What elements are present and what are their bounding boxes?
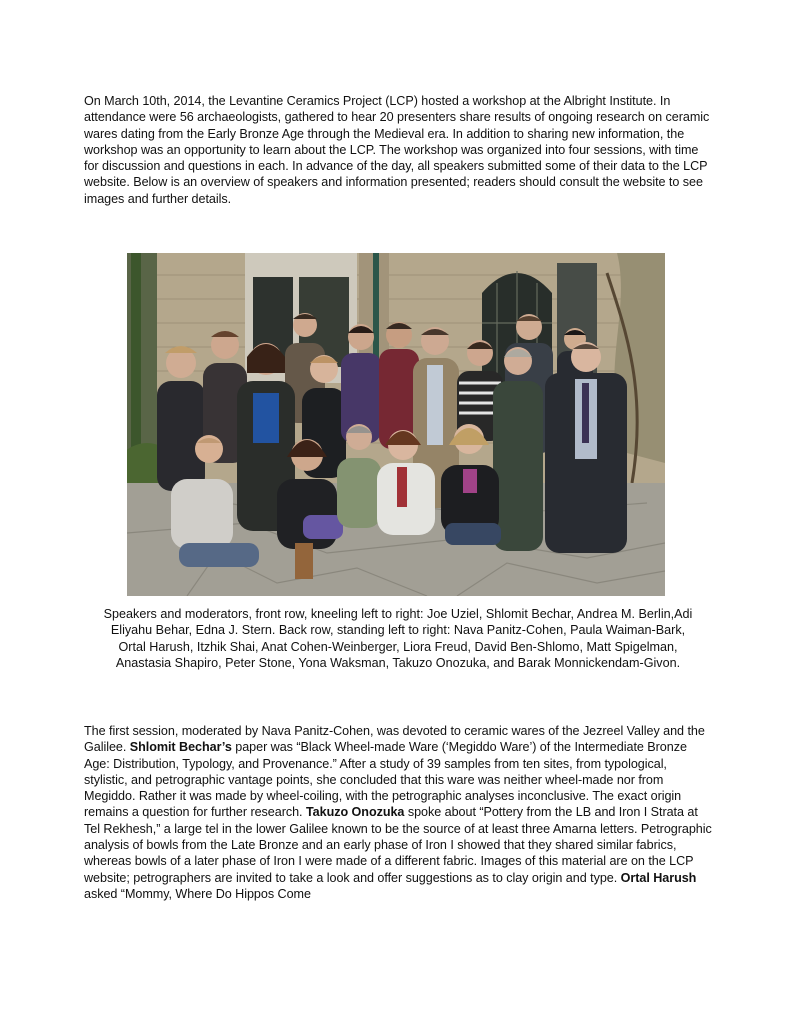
speaker-name-onozuka: Takuzo Onozuka xyxy=(305,805,405,820)
session-text-2: paper was “Black Wheel-made Ware (‘Megiddo Ware’) of the Intermediate Bronze Age: Distribution, Typology, and Provenance.” After a study of 39 samples from ten sites, from typological, stylistic, and petrographic vantage points, she concluded that this ware was neither wheel-made nor from Megiddo. Rather it was made by wheel-coiling, with the petrographic analyses inconclusive. The exact origin remains a question for further research. xyxy=(84,740,687,820)
photo-caption: Speakers and moderators, front row, kneeling left to right: Joe Uziel, Shlomit Bechar, Andrea M. Berlin,Adi Eliyahu Behar, Edna J. Stern. Back row, standing left to right: Nava Panitz-Cohen, Paula Waiman-Bark, Ortal Harush, Itzhik Shai, Anat Cohen-Weinberger, Liora Freud, David Ben-Shlomo, Matt Spigelman, Anastasia Shapiro, Peter Stone, Yona Waksman, Takuzo Onozuka, and Barak Monnickendam-Givon. xyxy=(103,607,693,670)
group-photo xyxy=(127,253,665,596)
session-text-1: The first session, moderated by Nava Panitz-Cohen, was devoted to ceramic wares of the Jezreel Valley and the Galilee. xyxy=(84,724,705,755)
speaker-name-harush: Ortal Harush xyxy=(620,870,697,885)
speaker-name-bechar: Shlomit Bechar’s xyxy=(129,740,232,755)
group-photo-illustration xyxy=(127,253,665,596)
intro-paragraph: On March 10th, 2014, the Levantine Ceramics Project (LCP) hosted a workshop at the Albright Institute. In attendance were 56 archaeologists, gathered to hear 20 presenters share results of ongoing research on ceramic wares dating from the Early Bronze Age through the Medieval era. In addition to sharing new information, the workshop was an opportunity to learn about the LCP. The workshop was organized into four sessions, with time for discussion and questions in each. In advance of the day, all speakers submitted some of their data to the LCP website. Below is an overview of speakers and information presented; readers should consult the website to see images and further details. xyxy=(84,94,710,206)
session-text-4: asked “Mommy, Where Do Hippos Come xyxy=(84,886,311,901)
session-paragraph xyxy=(84,723,712,902)
session-text-3: spoke about “Pottery from the LB and Iron I Strata at Tel Rekhesh,” a large tel in the lower Galilee known to be the source of at least three Amarna letters. Petrographic analysis of bowls from the Late Bronze and an early phase of Iron I showed that they shared similar fabrics, whereas bowls of a later phase of Iron I were made of a different fabric. Images of this material are on the LCP website; petrographers are invited to take a look and offer suggestions as to clay origin and type. xyxy=(84,805,712,885)
